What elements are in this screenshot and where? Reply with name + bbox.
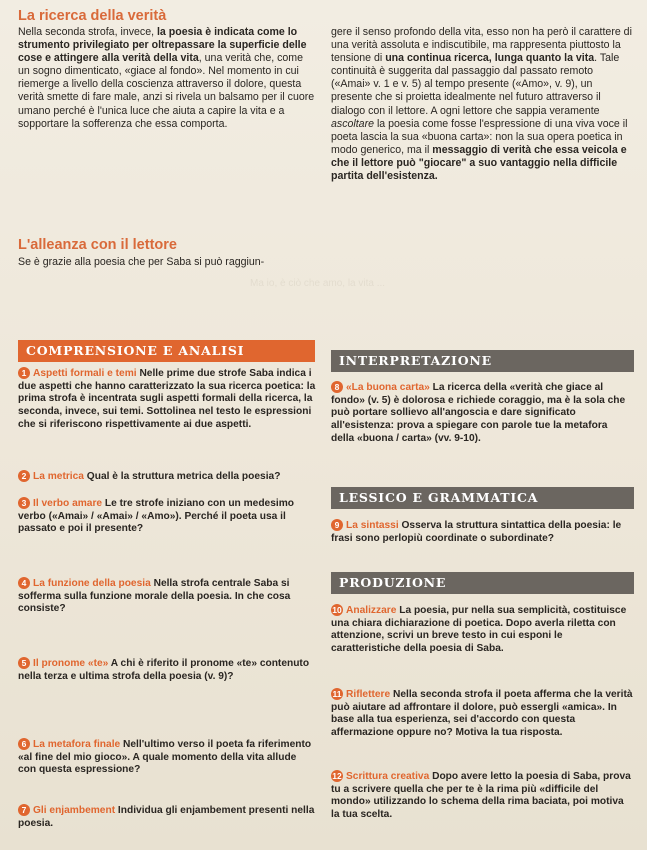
bleed-through-text: Ma io, è ciò che amo, la vita ... xyxy=(250,278,386,289)
question-number-badge: 3 xyxy=(18,497,30,509)
question-3: 3 Il verbo amare Le tre strofe iniziano con un medesimo verbo («Amai» / «Amai» / «Amo»). Perché il poeta usa il passato e poi il presente? xyxy=(18,498,294,535)
question-number-badge: 7 xyxy=(18,804,30,816)
question-6: 6 La metafora finale Nell'ultimo verso il poeta fa riferimento «al fine del mio gioco». A quale momento della vita allude con questa espressione? xyxy=(18,739,312,776)
banner-comprensione: COMPRENSIONE E ANALISI xyxy=(18,340,315,362)
question-7: 7 Gli enjambement Individua gli enjambement presenti nella poesia. xyxy=(18,805,315,829)
question-number-badge: 6 xyxy=(18,738,30,750)
question-1: 1 Aspetti formali e temi Nelle prime due strofe Saba indica i due aspetti che hanno caratterizzato la sua ricerca poetica: la prima strofa è incentrata sugli aspetti formali della ricerca, la seconda, invece, sui temi. Sottolinea nel testo le espressioni che si riferiscono rispettivamente ai due aspetti. xyxy=(18,368,316,430)
question-number-badge: 9 xyxy=(331,519,343,531)
question-number-badge: 5 xyxy=(18,657,30,669)
question-number-badge: 1 xyxy=(18,367,30,379)
paragraph-alleanza: Se è grazie alla poesia che per Saba si può raggiun- xyxy=(18,256,265,268)
question-9: 9 La sintassi Osserva la struttura sintattica della poesia: le frasi sono perlopiù coordinate o subordinate? xyxy=(331,520,622,544)
question-number-badge: 12 xyxy=(332,771,342,781)
question-5: 5 Il pronome «te» A chi è riferito il pronome «te» contenuto nella terza e ultima strofa della poesia (v. 9)? xyxy=(18,658,310,682)
question-number-badge: 11 xyxy=(332,689,342,699)
section-title-alleanza: L'alleanza con il lettore xyxy=(18,237,177,253)
paragraph-right-column: gere il senso profondo della vita, esso non ha però il carattere di una verità assoluta e indiscutibile, ma rappresenta piuttosto la tensione di una continua ricerca, lunga quanto la vita. Tale continuità è suggerita dal passaggio dal passato remoto («Amai» v. 1 e v. 5) al tempo presente («Amo», v. 9), un presente che si proietta idealmente nel futuro attraverso il dialogo con il lettore. A ogni lettore che sappia veramente ascoltare la poesia come fosse l'espressione di una viva voce il poeta lascia la sua «buona carta»: non la sua opera poetica in modo generico, ma il messaggio di verità che essa veicola e che il lettore può "giocare" a suo vantaggio nella difficile partita dell'esistenza. xyxy=(331,26,632,183)
banner-lessico: LESSICO E GRAMMATICA xyxy=(331,487,634,509)
question-number-badge: 10 xyxy=(332,605,342,615)
question-number-badge: 4 xyxy=(18,577,30,589)
question-number-badge: 2 xyxy=(18,470,30,482)
question-2: 2 La metrica Qual è la struttura metrica della poesia? xyxy=(18,470,316,484)
question-4: 4 La funzione della poesia Nella strofa centrale Saba si sofferma sulla funzione morale della poesia. In che cosa consiste? xyxy=(18,578,291,615)
question-number-badge: 8 xyxy=(331,381,343,393)
section-title-ricerca: La ricerca della verità xyxy=(18,8,167,24)
question-8: 8 «La buona carta» La ricerca della «verità che giace al fondo» (v. 5) è dolorosa e richiede coraggio, ma è la sola che può portare sollievo all'angoscia e dare significato all'esistenza: prova a spiegare con parole tue la metafora della «buona / carta» (vv. 9-10). xyxy=(331,382,626,444)
banner-produzione: PRODUZIONE xyxy=(331,572,634,594)
question-12: 12 Scrittura creativa Dopo avere letto la poesia di Saba, prova tu a scrivere quella che per te è la rima più «difficile del mondo» utilizzando lo schema della rima baciata, poi motiva la tua scelta. xyxy=(331,771,631,821)
question-11: 11 Riflettere Nella seconda strofa il poeta afferma che la verità può aiutare ad affrontare il dolore, può essergli «amica». In base alla tua esperienza, sei d'accordo con questa affermazione oppure no? Motiva la tua risposta. xyxy=(331,689,633,739)
question-10: 10 Analizzare La poesia, pur nella sua semplicità, costituisce una chiara dichiarazione di poetica. Dopo averla riletta con attenzione, scrivi un breve testo in cui esponi le caratteristiche della poesia di Saba. xyxy=(331,605,627,655)
paragraph-ricerca: Nella seconda strofa, invece, la poesia è indicata come lo strumento privilegiato per oltrepassare la superficie delle cose e attingere alla verità della vita, una verità che, come un sogno dimenticato, «giace al fondo». Nel momento in cui riemerge a livello della coscienza attraverso il dolore, questa verità smette di fare male, anzi si rivela un balsamo per il cuore umano perché è l'unica luce che aiuta a capire la vita e a sopportare la sofferenza che essa comporta. xyxy=(18,26,315,130)
banner-interpretazione: INTERPRETAZIONE xyxy=(331,350,634,372)
